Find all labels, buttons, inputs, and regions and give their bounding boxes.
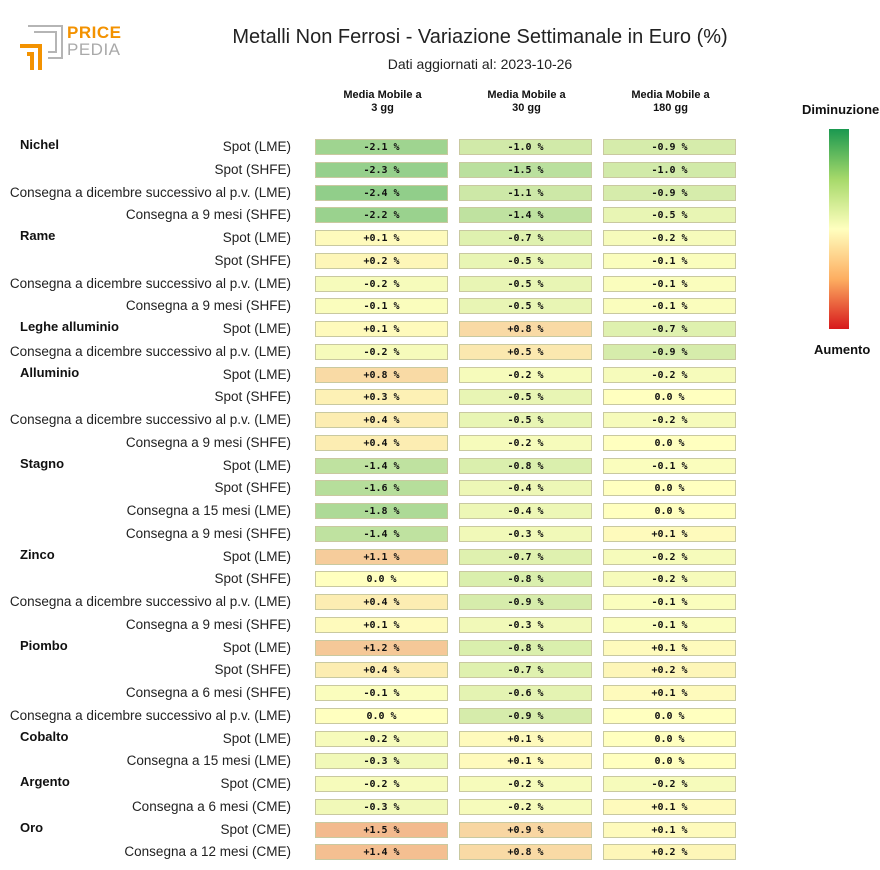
heatmap-cell: -0.2 % xyxy=(603,412,736,428)
heatmap-cell: +0.1 % xyxy=(315,617,448,633)
heatmap-cell: 0.0 % xyxy=(603,389,736,405)
heatmap-cell: -1.0 % xyxy=(603,162,736,178)
heatmap-cell: +0.1 % xyxy=(603,526,736,542)
heatmap-cell: -0.4 % xyxy=(459,503,592,519)
heatmap-cell: -0.2 % xyxy=(315,276,448,292)
heatmap-cell: -0.7 % xyxy=(459,230,592,246)
heatmap-cell: -0.1 % xyxy=(603,276,736,292)
heatmap-cell: +0.5 % xyxy=(459,344,592,360)
heatmap-cell: +0.4 % xyxy=(315,412,448,428)
row-label: Consegna a dicembre successivo al p.v. (LME) xyxy=(9,275,291,291)
heatmap-cell: 0.0 % xyxy=(603,435,736,451)
heatmap-cell: +0.1 % xyxy=(315,321,448,337)
group-label: Cobalto xyxy=(20,728,69,744)
heatmap-cell: -0.9 % xyxy=(603,185,736,201)
group-label: Stagno xyxy=(20,455,65,471)
logo-text-bottom: PEDIA xyxy=(67,40,121,59)
row-label: Consegna a 15 mesi (LME) xyxy=(126,753,291,769)
heatmap-cell: +0.8 % xyxy=(459,844,592,860)
row-label: Consegna a dicembre successivo al p.v. (LME) xyxy=(9,412,291,427)
chart-title: Metalli Non Ferrosi - Variazione Settimanale in Euro (%) xyxy=(232,26,728,48)
heatmap-cell: -1.4 % xyxy=(315,526,448,542)
heatmap-cell: 0.0 % xyxy=(315,571,448,587)
heatmap-cell: 0.0 % xyxy=(603,731,736,747)
heatmap-cell: -0.2 % xyxy=(459,367,592,383)
row-label: Spot (LME) xyxy=(222,321,291,336)
heatmap-cell: -0.2 % xyxy=(459,435,592,451)
heatmap-cell: -0.2 % xyxy=(603,549,736,565)
heatmap-cell: +0.9 % xyxy=(459,822,592,838)
group-label: Argento xyxy=(20,774,70,789)
heatmap-cell: +0.8 % xyxy=(459,321,592,337)
logo-text-top: PRICE xyxy=(67,23,122,42)
row-label: Spot (LME) xyxy=(222,230,291,245)
heatmap-cell: 0.0 % xyxy=(603,480,736,496)
heatmap-cell: -0.2 % xyxy=(603,776,736,792)
heatmap-cell: -1.4 % xyxy=(459,207,592,223)
heatmap-cell: -1.5 % xyxy=(459,162,592,178)
heatmap-cell: +0.2 % xyxy=(603,844,736,860)
row-label: Spot (LME) xyxy=(222,730,291,746)
heatmap-cell: 0.0 % xyxy=(315,708,448,724)
heatmap-cell: -0.9 % xyxy=(459,708,592,724)
heatmap-cell: +0.1 % xyxy=(603,640,736,656)
heatmap-cell: 0.0 % xyxy=(603,753,736,769)
row-label: Spot (SHFE) xyxy=(214,161,291,177)
heatmap-cell: +0.4 % xyxy=(315,435,448,451)
heatmap-cell: -0.5 % xyxy=(459,298,592,314)
group-label: Leghe alluminio xyxy=(20,319,119,334)
legend-label-decrease: Diminuzione xyxy=(802,102,880,117)
heatmap-cell: -0.4 % xyxy=(459,480,592,496)
heatmap-cell: -0.8 % xyxy=(459,571,592,587)
legend-color-bar xyxy=(829,129,849,329)
column-header: Media Mobile a 180 gg xyxy=(631,89,710,114)
group-label: Nichel xyxy=(20,137,60,152)
heatmap-cell: +0.3 % xyxy=(315,389,448,405)
heatmap-cell: -0.9 % xyxy=(459,594,592,610)
heatmap-cell: -0.3 % xyxy=(459,526,592,542)
heatmap-cell: 0.0 % xyxy=(603,503,736,519)
row-label: Spot (LME) xyxy=(222,139,291,154)
heatmap-cell: -0.1 % xyxy=(603,594,736,610)
row-label: Spot (SHFE) xyxy=(214,252,291,268)
heatmap-cell: +0.8 % xyxy=(315,367,448,383)
heatmap-cell: +0.1 % xyxy=(315,230,448,246)
heatmap-cell: +0.4 % xyxy=(315,594,448,610)
pricepedia-logo xyxy=(18,24,128,74)
row-label: Consegna a 6 mesi (SHFE) xyxy=(125,685,291,700)
heatmap-cell: -0.7 % xyxy=(603,321,736,337)
heatmap-cell: +0.1 % xyxy=(603,799,736,815)
row-label: Consegna a dicembre successivo al p.v. (LME) xyxy=(9,184,291,200)
heatmap-cell: 0.0 % xyxy=(603,708,736,724)
heatmap-cell: -0.3 % xyxy=(315,753,448,769)
legend-label-increase: Aumento xyxy=(814,342,871,357)
row-label: Consegna a 9 mesi (SHFE) xyxy=(125,298,291,314)
heatmap-cell: -0.2 % xyxy=(315,776,448,792)
heatmap-cell: +0.1 % xyxy=(459,731,592,747)
chart-subtitle: Dati aggiornati al: 2023-10-26 xyxy=(387,56,573,72)
heatmap-cell: +0.2 % xyxy=(315,253,448,269)
group-label: Alluminio xyxy=(20,364,80,380)
heatmap-cell: +1.2 % xyxy=(315,640,448,656)
heatmap-cell: -2.1 % xyxy=(315,139,448,155)
row-label: Spot (CME) xyxy=(220,821,291,837)
heatmap-cell: -0.8 % xyxy=(459,640,592,656)
column-header: Media Mobile a 30 gg xyxy=(487,89,566,114)
row-label: Consegna a 9 mesi (SHFE) xyxy=(125,616,291,632)
row-label: Spot (CME) xyxy=(220,776,291,791)
group-label: Oro xyxy=(20,819,44,835)
row-label: Consegna a 6 mesi (CME) xyxy=(131,798,291,814)
heatmap-cell: -1.1 % xyxy=(459,185,592,201)
row-label: Consegna a 9 mesi (SHFE) xyxy=(125,434,291,450)
heatmap-cell: +1.1 % xyxy=(315,549,448,565)
heatmap-cell: +0.2 % xyxy=(603,662,736,678)
row-label: Consegna a 9 mesi (SHFE) xyxy=(125,525,291,541)
heatmap-cell: +0.1 % xyxy=(459,753,592,769)
heatmap-cell: -0.3 % xyxy=(315,799,448,815)
row-label: Spot (SHFE) xyxy=(214,662,291,678)
row-label: Consegna a 15 mesi (LME) xyxy=(126,503,291,518)
row-label: Spot (LME) xyxy=(222,639,291,655)
group-label: Piombo xyxy=(20,637,68,653)
row-label: Consegna a dicembre successivo al p.v. (LME) xyxy=(9,343,291,359)
row-label: Spot (LME) xyxy=(222,457,291,473)
heatmap-cell: -0.2 % xyxy=(459,799,592,815)
heatmap-cell: -0.1 % xyxy=(603,253,736,269)
heatmap-cell: -0.1 % xyxy=(315,685,448,701)
heatmap-cell: -0.3 % xyxy=(459,617,592,633)
heatmap-cell: -0.2 % xyxy=(603,571,736,587)
heatmap-cell: -0.5 % xyxy=(603,207,736,223)
heatmap-cell: -2.4 % xyxy=(315,185,448,201)
heatmap-cell: -0.9 % xyxy=(603,344,736,360)
heatmap-cell: -0.9 % xyxy=(603,139,736,155)
heatmap-cell: -0.1 % xyxy=(603,298,736,314)
heatmap-cell: -0.5 % xyxy=(459,253,592,269)
row-label: Spot (LME) xyxy=(222,366,291,382)
heatmap-cell: +0.4 % xyxy=(315,662,448,678)
row-label: Spot (SHFE) xyxy=(214,571,291,587)
heatmap-cell: -0.8 % xyxy=(459,458,592,474)
heatmap-cell: -1.8 % xyxy=(315,503,448,519)
heatmap-cell: -1.0 % xyxy=(459,139,592,155)
heatmap-cell: -0.7 % xyxy=(459,549,592,565)
heatmap-cell: -0.5 % xyxy=(459,276,592,292)
row-label: Spot (LME) xyxy=(222,548,291,564)
column-header: Media Mobile a 3 gg xyxy=(343,89,422,114)
heatmap-cell: -0.1 % xyxy=(603,458,736,474)
heatmap-cell: -0.1 % xyxy=(315,298,448,314)
heatmap-cell: +0.1 % xyxy=(603,822,736,838)
row-label: Consegna a dicembre successivo al p.v. (LME) xyxy=(9,707,291,723)
heatmap-cell: +1.4 % xyxy=(315,844,448,860)
heatmap-cell: -0.2 % xyxy=(315,344,448,360)
heatmap-cell: -2.2 % xyxy=(315,207,448,223)
heatmap-cell: -0.2 % xyxy=(459,776,592,792)
logo-mark-icon xyxy=(18,24,64,72)
heatmap-cell: -0.7 % xyxy=(459,662,592,678)
heatmap-cell: -0.5 % xyxy=(459,412,592,428)
heatmap-cell: -0.5 % xyxy=(459,389,592,405)
heatmap-cell: -0.2 % xyxy=(603,367,736,383)
heatmap-cell: +0.1 % xyxy=(603,685,736,701)
group-label: Zinco xyxy=(20,546,55,562)
heatmap-cell: -0.2 % xyxy=(315,731,448,747)
heatmap-cell: -2.3 % xyxy=(315,162,448,178)
row-label: Spot (SHFE) xyxy=(214,389,291,405)
heatmap-cell: -0.2 % xyxy=(603,230,736,246)
heatmap-cell: -0.6 % xyxy=(459,685,592,701)
row-label: Consegna a dicembre successivo al p.v. (LME) xyxy=(9,594,291,609)
heatmap-cell: -1.6 % xyxy=(315,480,448,496)
row-label: Spot (SHFE) xyxy=(214,480,291,496)
heatmap-cell: -0.1 % xyxy=(603,617,736,633)
heatmap-cell: -1.4 % xyxy=(315,458,448,474)
group-label: Rame xyxy=(20,228,56,243)
row-label: Consegna a 12 mesi (CME) xyxy=(124,844,291,860)
row-label: Consegna a 9 mesi (SHFE) xyxy=(125,207,291,223)
heatmap-cell: +1.5 % xyxy=(315,822,448,838)
